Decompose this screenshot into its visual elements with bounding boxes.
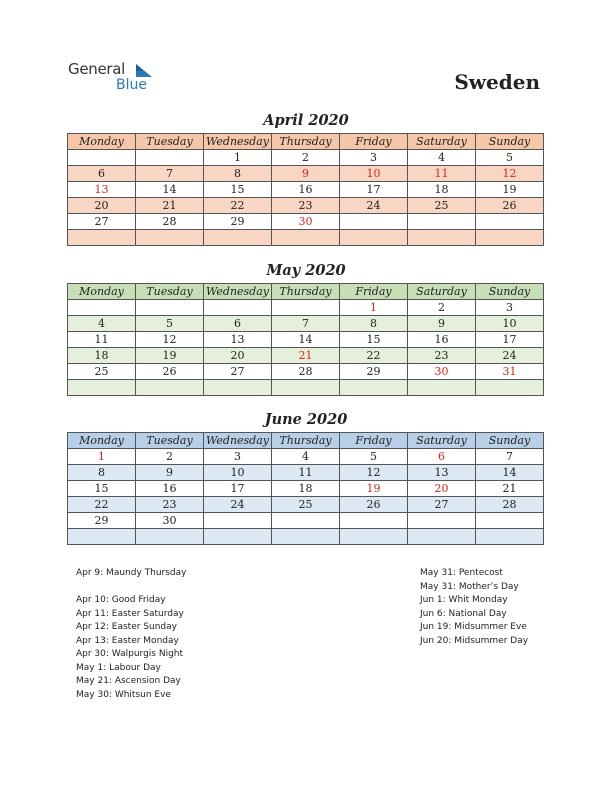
day-cell: 25 [272, 497, 340, 513]
holiday-item: Jun 1: Whit Monday [420, 595, 508, 605]
month-title-april: April 2020 [263, 112, 349, 129]
holiday-item: May 30: Whitsun Eve [76, 689, 171, 700]
day-cell: 7 [476, 449, 544, 465]
holiday-item: May 21: Ascension Day [76, 676, 181, 686]
weekday-header: Wednesday [204, 284, 272, 300]
day-cell: 3 [204, 449, 272, 465]
day-cell: 13 [408, 465, 476, 481]
day-cell [408, 230, 476, 246]
day-cell: 30 [136, 513, 204, 529]
calendar-june [67, 432, 544, 545]
week-row [68, 449, 544, 465]
month-title-june: June 2020 [264, 411, 348, 428]
holiday-item [76, 581, 187, 595]
day-cell: 14 [136, 182, 204, 198]
day-cell: 8 [68, 465, 136, 481]
holiday-item: Apr 10: Good Friday [76, 595, 166, 605]
day-cell [136, 380, 204, 396]
day-cell: 5 [136, 316, 204, 332]
day-cell: 17 [476, 332, 544, 348]
day-cell: 12 [340, 465, 408, 481]
day-cell [204, 529, 272, 545]
day-cell [68, 230, 136, 246]
day-cell: 16 [136, 481, 204, 497]
day-cell: 9 [136, 465, 204, 481]
day-cell: 19 [136, 348, 204, 364]
day-cell: 2 [136, 449, 204, 465]
weekday-header: Tuesday [136, 284, 204, 300]
day-cell: 26 [340, 497, 408, 513]
weekday-header: Wednesday [204, 134, 272, 150]
holiday-item: May 31: Mother’s Day [420, 581, 519, 592]
day-cell [68, 150, 136, 166]
logo-general-text: General [68, 60, 126, 78]
week-row [68, 529, 544, 545]
day-cell: 20 [68, 198, 136, 214]
day-cell: 17 [204, 481, 272, 497]
day-cell: 14 [476, 465, 544, 481]
weekday-header: Saturday [408, 134, 476, 150]
day-cell: 13 [204, 332, 272, 348]
day-cell [272, 300, 340, 316]
day-cell [476, 513, 544, 529]
day-cell: 7 [272, 316, 340, 332]
day-cell: 16 [408, 332, 476, 348]
day-cell [204, 513, 272, 529]
week-row [68, 230, 544, 246]
day-cell [340, 380, 408, 396]
weekday-header: Thursday [272, 284, 340, 300]
day-cell: 24 [340, 198, 408, 214]
holiday-item: Apr 12: Easter Sunday [76, 622, 177, 632]
week-row [68, 150, 544, 166]
day-cell: 11 [408, 166, 476, 182]
day-cell: 15 [204, 182, 272, 198]
day-cell: 10 [204, 465, 272, 481]
day-cell [204, 230, 272, 246]
weekday-header-row [68, 284, 544, 300]
day-cell [68, 380, 136, 396]
holiday-item: Apr 30: Walpurgis Night [76, 649, 184, 659]
day-cell: 23 [272, 198, 340, 214]
day-cell: 31 [476, 364, 544, 380]
day-cell [476, 380, 544, 396]
day-cell: 20 [204, 348, 272, 364]
day-cell: 2 [272, 150, 340, 166]
day-cell: 1 [340, 300, 408, 316]
weekday-header-row [68, 433, 544, 449]
week-row [68, 198, 544, 214]
weekday-header: Monday [68, 134, 136, 150]
day-cell: 1 [68, 449, 136, 465]
weekday-header: Thursday [272, 433, 340, 449]
day-cell: 18 [272, 481, 340, 497]
holiday-item: Jun 19: Midsummer Eve [420, 622, 527, 632]
weekday-header: Monday [68, 433, 136, 449]
day-cell: 11 [272, 465, 340, 481]
day-cell: 29 [204, 214, 272, 230]
holiday-item: Jun 6: National Day [420, 608, 507, 619]
day-cell: 26 [136, 364, 204, 380]
day-cell: 21 [272, 348, 340, 364]
day-cell [136, 300, 204, 316]
day-cell: 27 [204, 364, 272, 380]
day-cell: 3 [340, 150, 408, 166]
day-cell: 23 [408, 348, 476, 364]
day-cell: 25 [408, 198, 476, 214]
day-cell [136, 230, 204, 246]
month-title-may: May 2020 [266, 262, 346, 279]
day-cell: 10 [476, 316, 544, 332]
day-cell: 22 [340, 348, 408, 364]
day-cell: 2 [408, 300, 476, 316]
day-cell [272, 230, 340, 246]
weekday-header: Sunday [476, 284, 544, 300]
day-cell: 24 [204, 497, 272, 513]
day-cell [408, 513, 476, 529]
day-cell: 17 [340, 182, 408, 198]
day-cell: 10 [340, 166, 408, 182]
day-cell [272, 513, 340, 529]
day-cell: 20 [408, 481, 476, 497]
weekday-header: Tuesday [136, 433, 204, 449]
day-cell [136, 150, 204, 166]
day-cell [204, 380, 272, 396]
week-row [68, 348, 544, 364]
day-cell [68, 300, 136, 316]
day-cell: 7 [136, 166, 204, 182]
day-cell [408, 529, 476, 545]
day-cell [340, 214, 408, 230]
day-cell: 5 [476, 150, 544, 166]
day-cell: 21 [476, 481, 544, 497]
day-cell: 27 [68, 214, 136, 230]
day-cell: 8 [340, 316, 408, 332]
day-cell: 4 [272, 449, 340, 465]
holiday-list-left [76, 567, 187, 702]
calendar-may [67, 283, 544, 396]
day-cell [408, 214, 476, 230]
day-cell: 22 [68, 497, 136, 513]
day-cell: 29 [68, 513, 136, 529]
day-cell: 21 [136, 198, 204, 214]
day-cell [204, 300, 272, 316]
day-cell [476, 214, 544, 230]
weekday-header: Friday [340, 134, 408, 150]
day-cell: 15 [340, 332, 408, 348]
weekday-header: Wednesday [204, 433, 272, 449]
day-cell: 12 [476, 166, 544, 182]
day-cell: 28 [476, 497, 544, 513]
calendar-april [67, 133, 544, 246]
day-cell: 18 [408, 182, 476, 198]
day-cell: 22 [204, 198, 272, 214]
weekday-header: Thursday [272, 134, 340, 150]
day-cell: 15 [68, 481, 136, 497]
day-cell: 3 [476, 300, 544, 316]
week-row [68, 364, 544, 380]
day-cell: 29 [340, 364, 408, 380]
day-cell [408, 380, 476, 396]
holiday-item: Apr 9: Maundy Thursday [76, 568, 187, 578]
day-cell: 8 [204, 166, 272, 182]
day-cell: 4 [68, 316, 136, 332]
day-cell: 19 [340, 481, 408, 497]
day-cell [136, 529, 204, 545]
day-cell: 23 [136, 497, 204, 513]
day-cell: 6 [204, 316, 272, 332]
day-cell: 14 [272, 332, 340, 348]
day-cell: 30 [272, 214, 340, 230]
week-row [68, 182, 544, 198]
day-cell [340, 513, 408, 529]
weekday-header: Monday [68, 284, 136, 300]
day-cell [476, 230, 544, 246]
day-cell: 12 [136, 332, 204, 348]
day-cell: 4 [408, 150, 476, 166]
week-row [68, 380, 544, 396]
day-cell [476, 529, 544, 545]
weekday-header: Sunday [476, 433, 544, 449]
day-cell [340, 529, 408, 545]
weekday-header: Sunday [476, 134, 544, 150]
holiday-item: May 1: Labour Day [76, 662, 161, 673]
day-cell: 18 [68, 348, 136, 364]
day-cell: 6 [408, 449, 476, 465]
day-cell [340, 230, 408, 246]
day-cell [68, 529, 136, 545]
day-cell: 6 [68, 166, 136, 182]
day-cell: 25 [68, 364, 136, 380]
week-row [68, 332, 544, 348]
logo [68, 60, 163, 96]
week-row [68, 497, 544, 513]
day-cell: 28 [136, 214, 204, 230]
day-cell: 24 [476, 348, 544, 364]
week-row [68, 465, 544, 481]
day-cell: 30 [408, 364, 476, 380]
week-row [68, 513, 544, 529]
day-cell: 28 [272, 364, 340, 380]
week-row [68, 316, 544, 332]
day-cell: 27 [408, 497, 476, 513]
week-row [68, 214, 544, 230]
weekday-header-row [68, 134, 544, 150]
weekday-header: Friday [340, 284, 408, 300]
day-cell: 11 [68, 332, 136, 348]
week-row [68, 481, 544, 497]
holiday-item: Jun 20: Midsummer Day [420, 635, 529, 646]
holiday-item: May 31: Pentecost [420, 568, 503, 578]
day-cell [272, 529, 340, 545]
weekday-header: Tuesday [136, 134, 204, 150]
day-cell: 16 [272, 182, 340, 198]
day-cell [272, 380, 340, 396]
week-row [68, 300, 544, 316]
weekday-header: Saturday [408, 284, 476, 300]
day-cell: 13 [68, 182, 136, 198]
country-title: Sweden [454, 70, 540, 94]
day-cell: 26 [476, 198, 544, 214]
week-row [68, 166, 544, 182]
weekday-header: Saturday [408, 433, 476, 449]
day-cell: 1 [204, 150, 272, 166]
day-cell: 5 [340, 449, 408, 465]
day-cell: 9 [408, 316, 476, 332]
weekday-header: Friday [340, 433, 408, 449]
holiday-item: Apr 11: Easter Saturday [76, 608, 184, 619]
holiday-list-right [420, 567, 528, 648]
day-cell: 9 [272, 166, 340, 182]
holiday-item: Apr 13: Easter Monday [76, 635, 179, 646]
logo-blue-text: Blue [116, 77, 147, 93]
day-cell: 19 [476, 182, 544, 198]
